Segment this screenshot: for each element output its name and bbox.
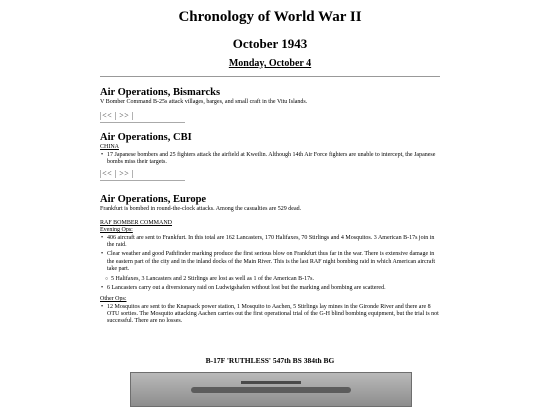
list-item: • Clear weather and good Pathfinder marking produce the first serious blow on Frankfurt thus far in the war. There is extensive damage in the eastern part of the city and in the inland docks of the Main River. This is the last RAF night bombing raid in which American aircraft take part.	[100, 251, 440, 273]
section-bismarcks	[100, 87, 440, 123]
section-text: Frankfurt is bombed in round-the-clock attacks. Among the casualties are 529 dead.	[100, 206, 302, 212]
nav-links[interactable]: |<< | >> |	[100, 110, 134, 120]
aircraft-fuselage-shape	[191, 387, 351, 393]
divider	[100, 76, 440, 77]
list-item: • 406 aircraft are sent to Frankfurt. In this total are 162 Lancasters, 170 Halifaxes, 70 Stirlings and 4 Mosquitos. 3 American B-17s join in the raid.	[100, 235, 440, 249]
day-heading: Monday, October 4	[228, 58, 312, 69]
month-title: October 1943	[232, 36, 308, 51]
list-item: ○ 5 Halifaxes, 3 Lancasters and 2 Stirlings are lost as well as 1 of the American B-17s.	[104, 276, 440, 283]
evening-label: Evening Ops:	[100, 227, 133, 233]
other-label: Other Ops:	[100, 296, 127, 303]
aircraft-photo	[130, 372, 412, 407]
sub-label-china: CHINA	[100, 144, 119, 150]
aircraft-wing-shape	[241, 381, 301, 384]
other-list	[100, 304, 440, 326]
section-heading: Air Operations, CBI	[100, 132, 192, 143]
section-heading: Air Operations, Bismarcks	[100, 87, 221, 98]
list-item: • 6 Lancasters carry out a diversionary raid on Ludwigshafen without lost but the marking and bombing are scattered.	[100, 285, 440, 292]
page-title: Chronology of World War II	[178, 9, 362, 25]
nav-divider	[100, 122, 185, 123]
photo-caption: B-17F 'RUTHLESS' 547th BS 384th BG	[205, 356, 335, 365]
section-heading: Air Operations, Europe	[100, 194, 207, 205]
section-europe	[100, 194, 440, 328]
section-text: V Bomber Command B-25s attack villages, barges, and small craft in the Vitu Islands.	[100, 99, 308, 105]
list-item: • 12 Mosquitos are sent to the Knapsack power station, 1 Mosquito to Aachen, 5 Stirlings lay mines in the Gironde River and there are 8 OTU sorties. The Mosquito attacking Aachen carries out the first operational trial of the G-H blind bombing equipment, but the trial is not successful. There are no losses.	[100, 304, 440, 326]
evening-list	[100, 235, 440, 293]
item-list	[100, 152, 440, 166]
nav-divider	[100, 180, 185, 181]
raf-label: RAF BOMBER COMMAND	[100, 219, 173, 226]
section-cbi	[100, 132, 440, 181]
list-item: • 17 Japanese bombers and 25 fighters attack the airfield at Kweilin. Although 14th Air Force fighters are unable to intercept, the Japanese bombs miss their targets.	[100, 152, 440, 166]
nav-links[interactable]: |<< | >> |	[100, 168, 134, 178]
